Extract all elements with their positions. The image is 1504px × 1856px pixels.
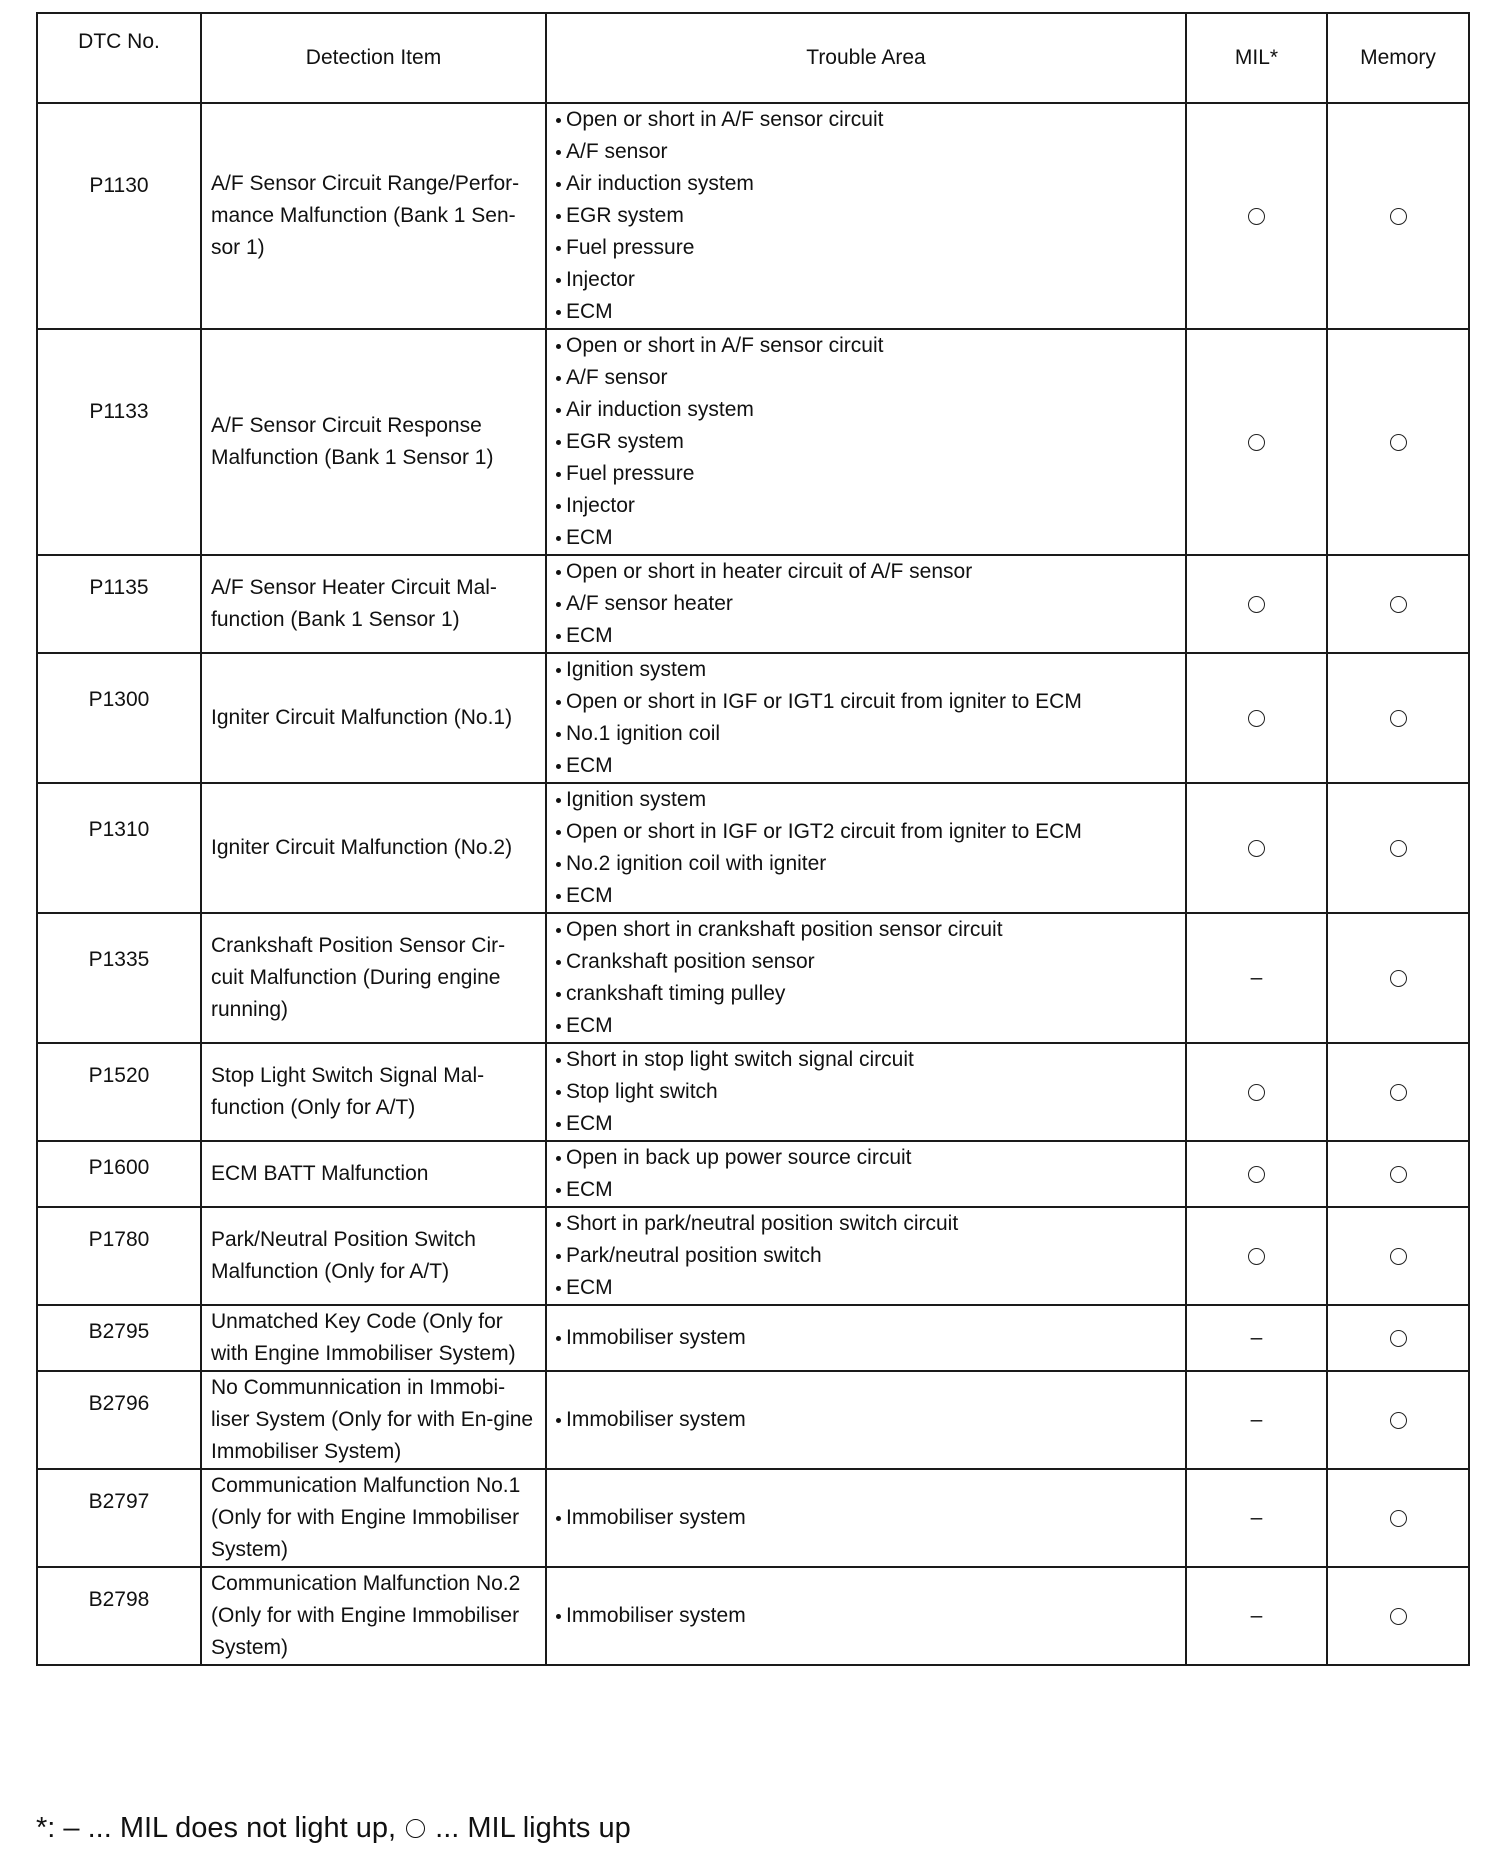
trouble-area-item: ECM [554, 1010, 1179, 1042]
circle-mark-icon [1390, 1510, 1407, 1527]
detection-item: Igniter Circuit Malfunction (No.2) [201, 783, 546, 913]
circle-mark-icon [1248, 596, 1265, 613]
circle-mark-icon [1248, 208, 1265, 225]
dtc-code: P1520 [37, 1043, 201, 1141]
detection-item: A/F Sensor Circuit Range/Perfor-mance Malfunction (Bank 1 Sen-sor 1) [201, 103, 546, 329]
trouble-area-item: No.2 ignition coil with igniter [554, 848, 1179, 880]
trouble-area-item: Fuel pressure [554, 458, 1179, 490]
trouble-area-list [554, 556, 1179, 652]
detection-item: Igniter Circuit Malfunction (No.1) [201, 653, 546, 783]
dtc-code: P1135 [37, 555, 201, 653]
mil-status [1186, 783, 1327, 913]
table-row [37, 1567, 1469, 1665]
table-row [37, 1305, 1469, 1371]
trouble-area-item: Crankshaft position sensor [554, 946, 1179, 978]
table-row [37, 329, 1469, 555]
trouble-area-item: A/F sensor [554, 362, 1179, 394]
circle-mark-icon [1390, 1608, 1407, 1625]
trouble-area [546, 783, 1186, 913]
trouble-area [546, 1567, 1186, 1665]
memory-status [1327, 1371, 1469, 1469]
trouble-area-item: Open in back up power source circuit [554, 1142, 1179, 1174]
table-row [37, 913, 1469, 1043]
circle-mark-icon [1390, 596, 1407, 613]
trouble-area-list [554, 784, 1179, 912]
detection-item: A/F Sensor Circuit Response Malfunction (Bank 1 Sensor 1) [201, 329, 546, 555]
trouble-area-item: Immobiliser system [554, 1502, 1179, 1534]
trouble-area-item: Immobiliser system [554, 1404, 1179, 1436]
trouble-area-item: Open or short in A/F sensor circuit [554, 330, 1179, 362]
trouble-area-item: Immobiliser system [554, 1600, 1179, 1632]
detection-item: Stop Light Switch Signal Mal-function (Only for A/T) [201, 1043, 546, 1141]
trouble-area-list [554, 1142, 1179, 1206]
trouble-area-list [554, 914, 1179, 1042]
trouble-area [546, 1141, 1186, 1207]
dtc-table [36, 12, 1470, 1666]
trouble-area [546, 653, 1186, 783]
trouble-area-item: Injector [554, 490, 1179, 522]
footnote-prefix: *: – ... MIL does not light up, [36, 1812, 397, 1844]
circle-mark-icon [1390, 1084, 1407, 1101]
trouble-area-item: Open or short in heater circuit of A/F sensor [554, 556, 1179, 588]
trouble-area-item: crankshaft timing pulley [554, 978, 1179, 1010]
trouble-area [546, 1305, 1186, 1371]
circle-mark-icon [1390, 970, 1407, 987]
circle-symbol-icon [406, 1819, 425, 1838]
trouble-area-list [554, 654, 1179, 782]
circle-mark-icon [1248, 1166, 1265, 1183]
memory-status [1327, 1469, 1469, 1567]
header-detection-item: Detection Item [201, 13, 546, 103]
trouble-area [546, 1469, 1186, 1567]
mil-status [1186, 1567, 1327, 1665]
trouble-area-item: ECM [554, 1272, 1179, 1304]
trouble-area-item: Open or short in IGF or IGT1 circuit from igniter to ECM [554, 686, 1179, 718]
mil-status [1186, 653, 1327, 783]
table-row [37, 1207, 1469, 1305]
mil-status [1186, 329, 1327, 555]
trouble-area-list [554, 1404, 1179, 1436]
trouble-area-item: ECM [554, 296, 1179, 328]
trouble-area-item: Ignition system [554, 654, 1179, 686]
trouble-area-item: ECM [554, 1108, 1179, 1140]
dtc-code: B2797 [37, 1469, 201, 1567]
trouble-area-list [554, 1044, 1179, 1140]
table-row [37, 1371, 1469, 1469]
trouble-area-item: ECM [554, 880, 1179, 912]
trouble-area-item: Air induction system [554, 168, 1179, 200]
circle-mark-icon [1248, 1248, 1265, 1265]
circle-mark-icon [1390, 208, 1407, 225]
dash-mark: – [1250, 1408, 1263, 1431]
trouble-area-item: Open short in crankshaft position sensor circuit [554, 914, 1179, 946]
memory-status [1327, 653, 1469, 783]
table-row [37, 555, 1469, 653]
mil-status [1186, 555, 1327, 653]
dtc-code: P1133 [37, 329, 201, 555]
trouble-area-list [554, 1322, 1179, 1354]
dash-mark: – [1250, 1326, 1263, 1349]
detection-item: ECM BATT Malfunction [201, 1141, 546, 1207]
header-memory: Memory [1327, 13, 1469, 103]
trouble-area-item: Immobiliser system [554, 1322, 1179, 1354]
dtc-code: P1600 [37, 1141, 201, 1207]
mil-status [1186, 1371, 1327, 1469]
trouble-area-item: Open or short in A/F sensor circuit [554, 104, 1179, 136]
circle-mark-icon [1248, 434, 1265, 451]
mil-status [1186, 1469, 1327, 1567]
trouble-area [546, 1371, 1186, 1469]
detection-item: Crankshaft Position Sensor Cir-cuit Malfunction (During engine running) [201, 913, 546, 1043]
header-trouble-area: Trouble Area [546, 13, 1186, 103]
table-body [37, 103, 1469, 1665]
trouble-area-item: Air induction system [554, 394, 1179, 426]
trouble-area-item: EGR system [554, 426, 1179, 458]
trouble-area-item: ECM [554, 522, 1179, 554]
dtc-code: P1130 [37, 103, 201, 329]
trouble-area-list [554, 330, 1179, 554]
circle-mark-icon [1248, 840, 1265, 857]
trouble-area [546, 1043, 1186, 1141]
trouble-area-item: ECM [554, 1174, 1179, 1206]
trouble-area-list [554, 1502, 1179, 1534]
trouble-area-item: ECM [554, 620, 1179, 652]
circle-mark-icon [1390, 434, 1407, 451]
detection-item: No Communnication in Immobi-liser System (Only for with En-gine Immobiliser System) [201, 1371, 546, 1469]
trouble-area-item: Park/neutral position switch [554, 1240, 1179, 1272]
trouble-area [546, 103, 1186, 329]
circle-mark-icon [1390, 1248, 1407, 1265]
trouble-area-item: A/F sensor heater [554, 588, 1179, 620]
detection-item: Park/Neutral Position Switch Malfunction (Only for A/T) [201, 1207, 546, 1305]
memory-status [1327, 329, 1469, 555]
memory-status [1327, 1207, 1469, 1305]
table-row [37, 783, 1469, 913]
dtc-code: B2798 [37, 1567, 201, 1665]
header-mil: MIL* [1186, 13, 1327, 103]
header-dtc-no: DTC No. [37, 13, 201, 103]
trouble-area-item: Short in stop light switch signal circuit [554, 1044, 1179, 1076]
circle-mark-icon [1390, 1330, 1407, 1347]
memory-status [1327, 1043, 1469, 1141]
table-row [37, 1469, 1469, 1567]
footnote [36, 1810, 631, 1846]
memory-status [1327, 1567, 1469, 1665]
mil-status [1186, 103, 1327, 329]
dash-mark: – [1250, 1506, 1263, 1529]
circle-mark-icon [1390, 840, 1407, 857]
trouble-area-list [554, 104, 1179, 328]
detection-item: Communication Malfunction No.2 (Only for with Engine Immobiliser System) [201, 1567, 546, 1665]
trouble-area-list [554, 1208, 1179, 1304]
table-row [37, 653, 1469, 783]
trouble-area-item: A/F sensor [554, 136, 1179, 168]
dtc-code: P1310 [37, 783, 201, 913]
mil-status [1186, 913, 1327, 1043]
memory-status [1327, 913, 1469, 1043]
trouble-area-item: Injector [554, 264, 1179, 296]
mil-status [1186, 1207, 1327, 1305]
dtc-code: B2795 [37, 1305, 201, 1371]
dtc-code: P1780 [37, 1207, 201, 1305]
circle-mark-icon [1390, 710, 1407, 727]
table-row [37, 103, 1469, 329]
trouble-area [546, 1207, 1186, 1305]
trouble-area [546, 555, 1186, 653]
circle-mark-icon [1248, 1084, 1265, 1101]
trouble-area-list [554, 1600, 1179, 1632]
detection-item: Unmatched Key Code (Only for with Engine Immobiliser System) [201, 1305, 546, 1371]
trouble-area-item: ECM [554, 750, 1179, 782]
trouble-area-item: Fuel pressure [554, 232, 1179, 264]
header-row [37, 13, 1469, 103]
circle-mark-icon [1390, 1412, 1407, 1429]
trouble-area-item: Short in park/neutral position switch circuit [554, 1208, 1179, 1240]
memory-status [1327, 103, 1469, 329]
table-row [37, 1141, 1469, 1207]
memory-status [1327, 555, 1469, 653]
memory-status [1327, 1305, 1469, 1371]
dash-mark: – [1250, 966, 1263, 989]
table-row [37, 1043, 1469, 1141]
circle-mark-icon [1248, 710, 1265, 727]
table-header [37, 13, 1469, 103]
mil-status [1186, 1141, 1327, 1207]
dash-mark: – [1250, 1604, 1263, 1627]
trouble-area-item: Stop light switch [554, 1076, 1179, 1108]
mil-status [1186, 1305, 1327, 1371]
mil-status [1186, 1043, 1327, 1141]
trouble-area [546, 913, 1186, 1043]
trouble-area [546, 329, 1186, 555]
dtc-code: P1300 [37, 653, 201, 783]
trouble-area-item: EGR system [554, 200, 1179, 232]
trouble-area-item: Open or short in IGF or IGT2 circuit from igniter to ECM [554, 816, 1179, 848]
detection-item: A/F Sensor Heater Circuit Mal-function (Bank 1 Sensor 1) [201, 555, 546, 653]
dtc-code: B2796 [37, 1371, 201, 1469]
trouble-area-item: Ignition system [554, 784, 1179, 816]
memory-status [1327, 1141, 1469, 1207]
detection-item: Communication Malfunction No.1 (Only for with Engine Immobiliser System) [201, 1469, 546, 1567]
trouble-area-item: No.1 ignition coil [554, 718, 1179, 750]
footnote-suffix: ... MIL lights up [435, 1812, 631, 1844]
circle-mark-icon [1390, 1166, 1407, 1183]
dtc-code: P1335 [37, 913, 201, 1043]
memory-status [1327, 783, 1469, 913]
